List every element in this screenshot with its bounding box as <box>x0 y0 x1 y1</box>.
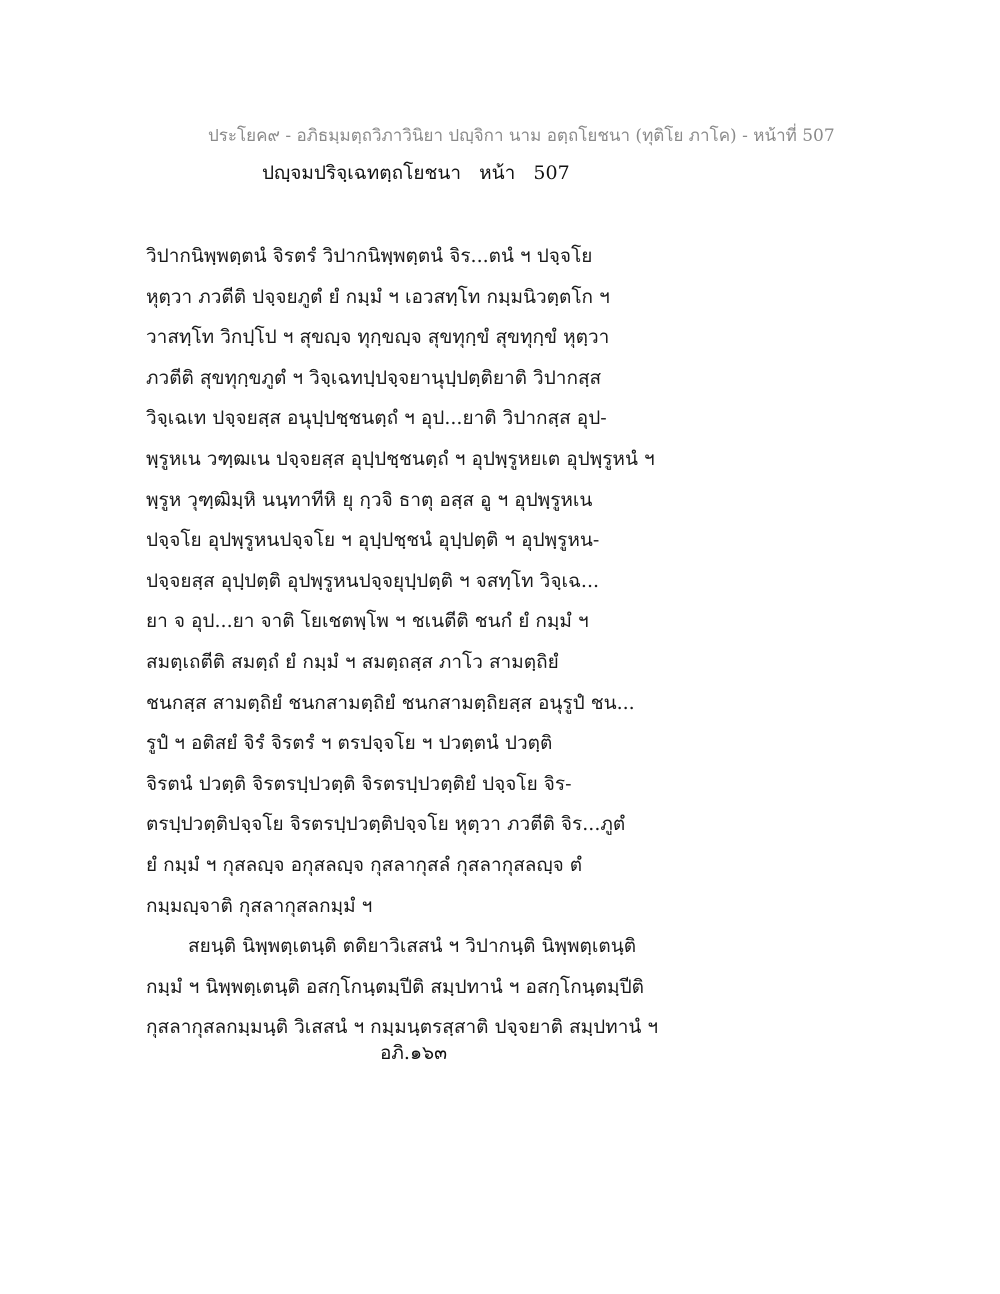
text-line: กมฺมํ ฯ นิพฺพตฺเตนฺติ อสกฺโกนฺตมฺปีติ สมฺปทานํ ฯ อสกฺโกนฺตมฺปีติ <box>146 975 644 998</box>
text-line: วิปากนิพฺพตฺตนํ จิรตรํ วิปากนิพฺพตฺตนํ จิร...ตนํ ฯ ปจฺจโย <box>146 245 593 267</box>
text-line: วิจฺเฉเท ปจฺจยสฺส อนุปฺปชฺชนตฺถํ ฯ อุป...ยาติ วิปากสฺส อุป- <box>146 407 607 430</box>
text-line: จิรตนํ ปวตฺติ จิรตรปฺปวตฺติ จิรตรปฺปวตฺติยํ ปจฺจโย จิร- <box>146 772 572 795</box>
text-line: ยา จ อุป...ยา จาติ โยเชตพฺโพ ฯ ชเนตีติ ชนกํ ยํ กมฺมํ ฯ <box>146 610 589 633</box>
indented-paragraph-line: สยนฺติ นิพฺพตฺเตนฺติ ตติยาวิเสสนํ ฯ วิปากนฺติ นิพฺพตฺเตนฺติ <box>188 935 637 958</box>
text-line: วาสทฺโท วิกปฺโป ฯ สุขญฺจ ทุกฺขญฺจ สุขทุกฺขํ สุขทุกฺขํ หุตฺวา <box>146 326 610 349</box>
text-line: พฺรูห วุฑฺฒิมฺหิ นนฺทาทีหิ ยุ กฺวจิ ธาตุ อสฺส อู ฯ อุปพฺรูหเน <box>146 488 593 511</box>
text-line: ชนกสฺส สามตฺถิยํ ชนกสามตฺถิยํ ชนกสามตฺถิยสฺส อนุรูปํ ชน... <box>146 691 635 714</box>
text-line: ปจฺจโย อุปพฺรูหนปจฺจโย ฯ อุปฺปชฺชนํ อุปฺปตฺติ ฯ อุปพฺรูหน- <box>146 529 600 552</box>
text-line: สมตฺเถตีติ สมตฺถํ ยํ กมฺมํ ฯ สมตฺถสฺส ภาโว สามตฺถิยํ <box>146 650 559 673</box>
text-line: หุตฺวา ภวตีติ ปจฺจยภูตํ ยํ กมฺมํ ฯ เอวสทฺโท กมฺมนิวตฺตโก ฯ <box>146 285 610 308</box>
text-line: ยํ กมฺมํ ฯ กุสลญฺจ อกุสลญฺจ กุสลากุสลํ กุสลากุสลญฺจ ตํ <box>146 853 583 876</box>
text-line: รูปํ ฯ อติสยํ จิรํ จิรตรํ ฯ ตรปจฺจโย ฯ ปวตฺตนํ ปวตฺติ <box>146 732 553 755</box>
page-folio: อภิ.๑๖๓ <box>380 1042 448 1064</box>
running-header: ประโยค๙ - อภิธมฺมตฺถวิภาวินิยา ปญฺจิกา นาม อตฺถโยชนา (ทุติโย ภาโค) - หน้าที่ 507 <box>208 126 835 146</box>
body-text <box>146 236 846 1048</box>
text-line: ภวตีติ สุขทุกฺขภูตํ ฯ วิจฺเฉทปฺปจฺจยานุปฺปตฺติยาติ วิปากสฺส <box>146 366 602 389</box>
text-line: ตรปฺปวตฺติปจฺจโย จิรตรปฺปวตฺติปจฺจโย หุตฺวา ภวตีติ จิร...ภูตํ <box>146 813 626 836</box>
text-line: ปจฺจยสฺส อุปฺปตฺติ อุปพฺรูหนปจฺจยุปฺปตฺติ ฯ จสทฺโท วิจฺเฉ... <box>146 569 600 592</box>
text-line: พฺรูหเน วฑฺฒเน ปจฺจยสฺส อุปฺปชฺชนตฺถํ ฯ อุปพฺรูหยเต อุปพฺรูหนํ ฯ <box>146 447 655 470</box>
text-line: กมฺมญฺจาติ กุสลากุสลกมฺมํ ฯ <box>146 894 373 917</box>
text-line: กุสลากุสลกมฺมนฺติ วิเสสนํ ฯ กมฺมนฺตรสฺสาติ ปจฺจยาติ สมฺปทานํ ฯ <box>146 1016 659 1039</box>
section-title: ปญฺจมปริจฺเฉทตฺถโยชนา หน้า 507 <box>262 162 570 184</box>
